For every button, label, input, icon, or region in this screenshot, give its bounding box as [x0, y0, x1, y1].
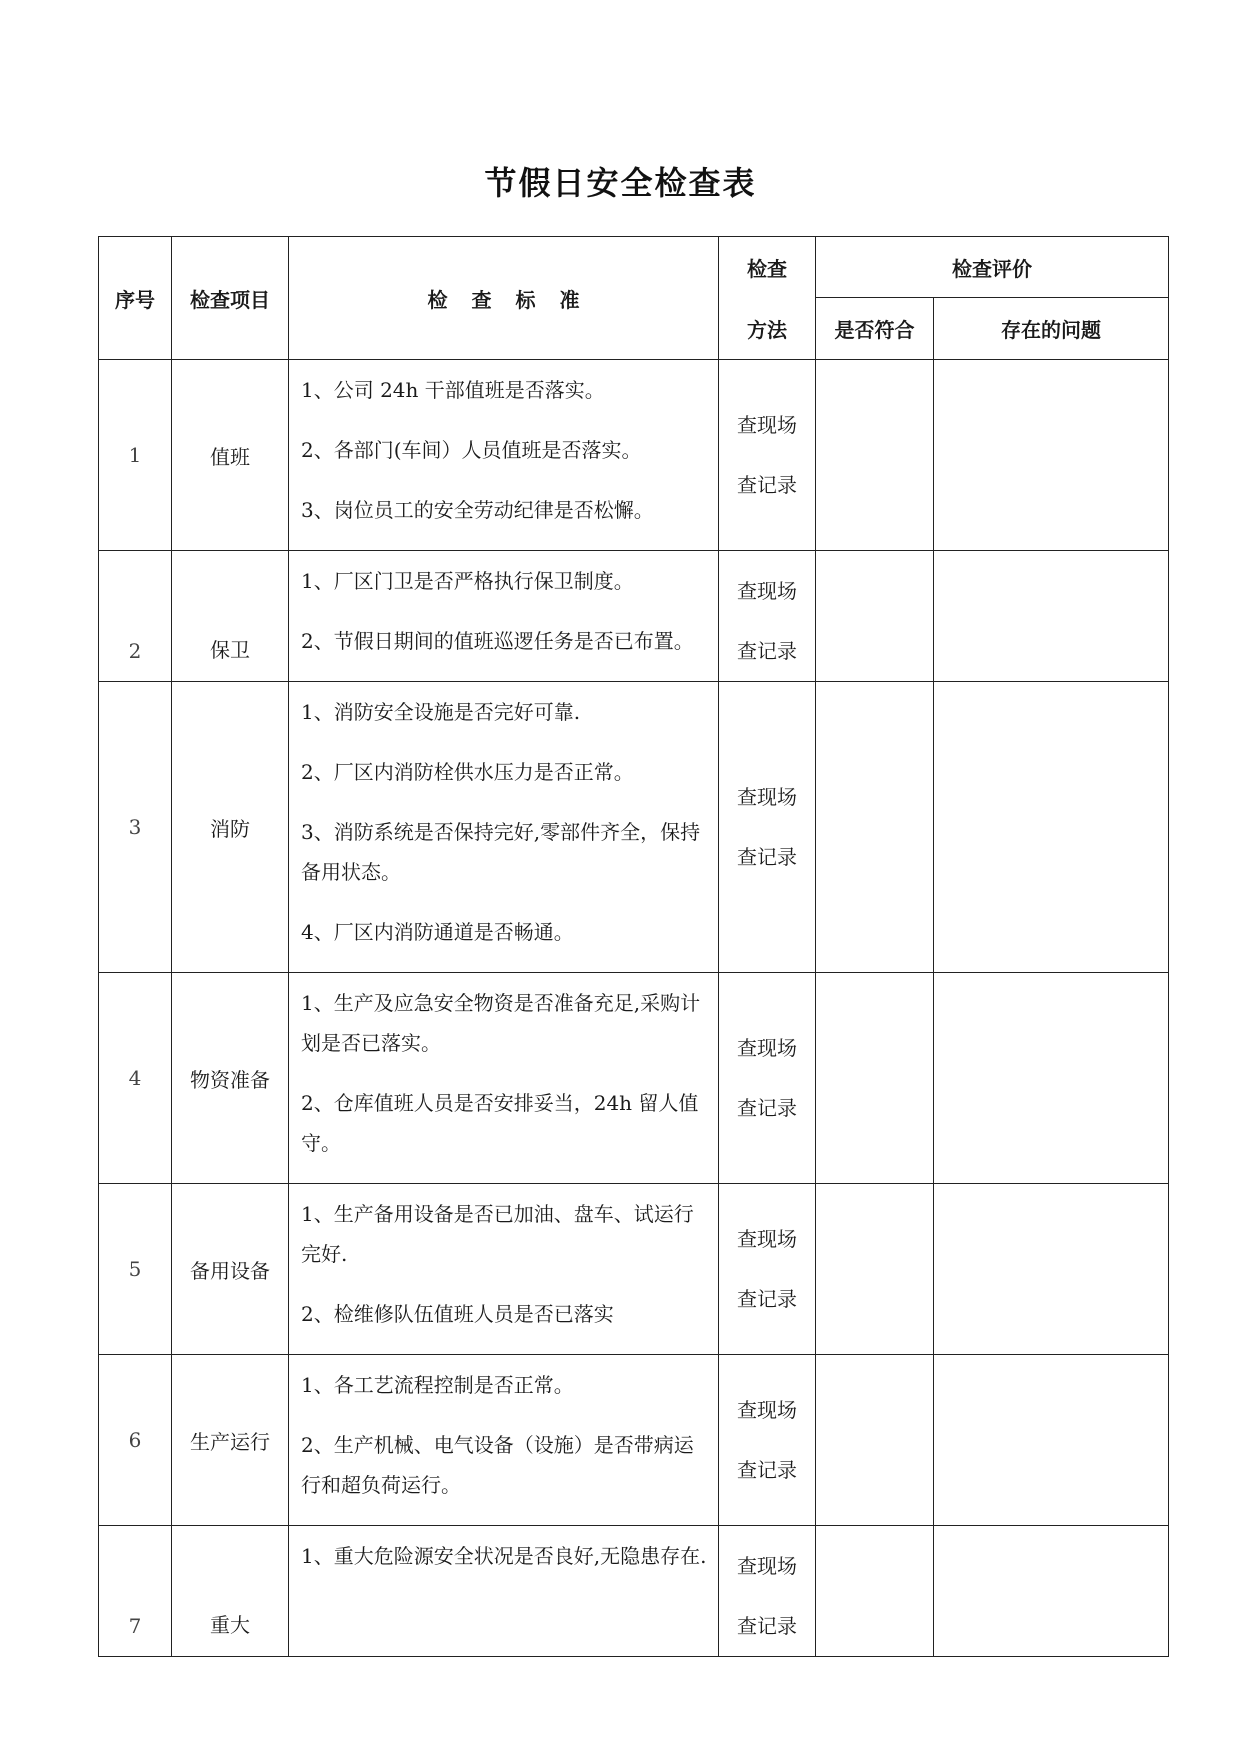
criterion: 1、重大危险源安全状况是否良好,无隐患存在. — [301, 1544, 707, 1568]
compliant-cell[interactable] — [816, 1355, 934, 1526]
method-records: 查记录 — [737, 1287, 797, 1311]
row-methods — [719, 1184, 816, 1355]
criterion: 1、厂区门卫是否严格执行保卫制度。 — [301, 569, 634, 593]
compliant-cell[interactable] — [816, 1526, 934, 1657]
compliant-cell[interactable] — [816, 1184, 934, 1355]
criterion: 4、厂区内消防通道是否畅通。 — [301, 920, 574, 944]
document-title: 节假日安全检查表 — [484, 164, 757, 202]
method-onsite: 查现场 — [737, 1227, 797, 1251]
row-methods — [719, 973, 816, 1184]
row-methods — [719, 551, 816, 682]
problems-cell[interactable] — [934, 973, 1169, 1184]
method-records: 查记录 — [737, 845, 797, 869]
problems-cell[interactable] — [934, 360, 1169, 551]
criterion: 2、节假日期间的值班巡逻任务是否已布置。 — [301, 629, 694, 653]
header-seq: 序号 — [99, 237, 172, 360]
compliant-cell[interactable] — [816, 682, 934, 973]
row-number: 4 — [99, 973, 172, 1184]
problems-cell[interactable] — [934, 1184, 1169, 1355]
compliant-cell[interactable] — [816, 360, 934, 551]
table-row — [99, 973, 1169, 1184]
header-item: 检查项目 — [172, 237, 289, 360]
table-row — [99, 360, 1169, 551]
criterion: 1、生产备用设备是否已加油、盘车、试运行完好. — [301, 1202, 694, 1266]
header-evaluation: 检查评价 — [816, 237, 1169, 298]
header-compliant: 是否符合 — [816, 298, 934, 360]
row-item: 值班 — [172, 360, 289, 551]
row-methods — [719, 1526, 816, 1657]
row-criteria — [289, 360, 719, 551]
problems-cell[interactable] — [934, 682, 1169, 973]
method-onsite: 查现场 — [737, 413, 797, 437]
safety-checklist-table — [98, 236, 1169, 1657]
table-row — [99, 1526, 1169, 1657]
method-onsite: 查现场 — [737, 785, 797, 809]
method-onsite: 查现场 — [737, 1036, 797, 1060]
method-records: 查记录 — [737, 473, 797, 497]
row-number: 6 — [99, 1355, 172, 1526]
method-onsite: 查现场 — [737, 579, 797, 603]
row-item: 重大 — [172, 1526, 289, 1657]
row-item: 生产运行 — [172, 1355, 289, 1526]
criterion: 1、各工艺流程控制是否正常。 — [301, 1373, 574, 1397]
row-item: 保卫 — [172, 551, 289, 682]
header-standard-char: 准 — [559, 287, 580, 312]
header-standard-char: 标 — [515, 287, 536, 312]
table-row — [99, 1355, 1169, 1526]
criterion: 2、生产机械、电气设备（设施）是否带病运行和超负荷运行。 — [301, 1433, 694, 1497]
compliant-cell[interactable] — [816, 973, 934, 1184]
row-number: 5 — [99, 1184, 172, 1355]
header-problems: 存在的问题 — [934, 298, 1169, 360]
row-item: 消防 — [172, 682, 289, 973]
row-criteria — [289, 1355, 719, 1526]
header-method-line1: 检查 — [719, 237, 816, 298]
row-criteria — [289, 682, 719, 973]
row-methods — [719, 1355, 816, 1526]
row-number: 1 — [99, 360, 172, 551]
table-row — [99, 551, 1169, 682]
header-method-line2: 方法 — [719, 298, 816, 360]
problems-cell[interactable] — [934, 1355, 1169, 1526]
row-criteria — [289, 1184, 719, 1355]
criterion: 2、检维修队伍值班人员是否已落实 — [301, 1302, 614, 1326]
criterion: 1、消防安全设施是否完好可靠. — [301, 700, 581, 724]
criterion: 2、厂区内消防栓供水压力是否正常。 — [301, 760, 634, 784]
method-onsite: 查现场 — [737, 1554, 797, 1578]
criterion: 2、各部门(车间）人员值班是否落实。 — [301, 438, 642, 462]
row-methods — [719, 682, 816, 973]
criterion: 3、岗位员工的安全劳动纪律是否松懈。 — [301, 498, 654, 522]
criterion: 1、生产及应急安全物资是否准备充足,采购计划是否已落实。 — [301, 991, 701, 1055]
criterion: 2、仓库值班人员是否安排妥当，24h 留人值守。 — [301, 1091, 699, 1155]
row-number: 2 — [99, 551, 172, 682]
method-records: 查记录 — [737, 1096, 797, 1120]
header-standard-char: 查 — [471, 287, 492, 312]
method-onsite: 查现场 — [737, 1398, 797, 1422]
row-criteria — [289, 973, 719, 1184]
table-row — [99, 682, 1169, 973]
table-row — [99, 1184, 1169, 1355]
row-methods — [719, 360, 816, 551]
compliant-cell[interactable] — [816, 551, 934, 682]
method-records: 查记录 — [737, 1614, 797, 1638]
row-criteria — [289, 1526, 719, 1657]
row-criteria — [289, 551, 719, 682]
problems-cell[interactable] — [934, 551, 1169, 682]
problems-cell[interactable] — [934, 1526, 1169, 1657]
method-records: 查记录 — [737, 1458, 797, 1482]
row-item: 备用设备 — [172, 1184, 289, 1355]
row-number: 3 — [99, 682, 172, 973]
criterion: 1、公司 24h 干部值班是否落实。 — [301, 378, 605, 402]
row-number: 7 — [99, 1526, 172, 1657]
method-records: 查记录 — [737, 639, 797, 663]
criterion: 3、消防系统是否保持完好,零部件齐全，保持备用状态。 — [301, 820, 701, 884]
row-item: 物资准备 — [172, 973, 289, 1184]
header-row-top — [99, 237, 1169, 298]
header-standard — [289, 237, 719, 360]
header-standard-char: 检 — [427, 287, 448, 312]
